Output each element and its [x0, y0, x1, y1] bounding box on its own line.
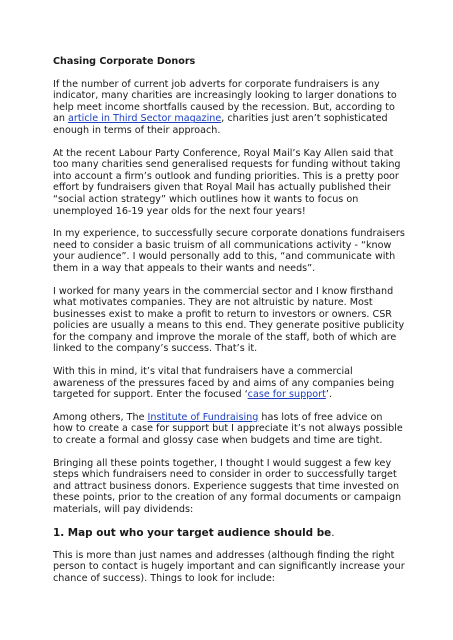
- paragraph-case-text-a: With this in mind, it’s vital that fundraisers have a commercial awareness of the pressures faced by and aims of any companies being targeted for support. Enter the focused ‘: [53, 366, 395, 401]
- third-sector-article-link[interactable]: article in Third Sector magazine: [68, 113, 222, 125]
- paragraph-case-text-b: ’.: [325, 389, 332, 401]
- paragraph-institute: [53, 412, 405, 447]
- paragraph-institute-text-a: Among others, The: [53, 411, 148, 423]
- case-for-support-link[interactable]: case for support: [247, 389, 326, 401]
- document-title: Chasing Corporate Donors: [53, 56, 196, 67]
- step-1-heading-period: .: [331, 526, 335, 539]
- paragraph-intro-text-b: , charities just aren’t sophisticated enough in terms of their approach.: [53, 113, 388, 136]
- paragraph-intro: [53, 79, 405, 137]
- paragraph-royal-mail: At the recent Labour Party Conference, Royal Mail’s Kay Allen said that too many charities send generalised requests for funding without taking into account a firm’s outlook and funding priorities. This is a pretty poor effort by fundraisers given that Royal Mail has actually published their “social action strategy” which outlines how it wants to focus on unemployed 16-19 year olds for the next four years!: [53, 147, 401, 217]
- paragraph-institute-text-b: has lots of free advice on how to create a case for support but I appreciate it’s not always possible to create a formal and glossy case when budgets and time are tight.: [53, 411, 403, 447]
- paragraph-know-audience: In my experience, to successfully secure corporate donations fundraisers need to consider a basic truism of all communications activity - “know your audience”. I would personally add to this, “and communicate with them in a way that appeals to their wants and needs”.: [53, 228, 405, 274]
- institute-of-fundraising-link[interactable]: Institute of Fundraising: [147, 411, 259, 423]
- step-1-heading-text: 1. Map out who your target audience should be: [53, 526, 332, 539]
- step-1-heading: [53, 527, 405, 539]
- paragraph-case-for-support: [53, 366, 405, 401]
- document-page: [53, 56, 405, 595]
- paragraph-key-steps: Bringing all these points together, I thought I would suggest a few key steps which fundraisers need to consider in order to successfully target and attract business donors. Experience suggests that time invested on these points, prior to the creation of any formal documents or campaign materials, will pay dividends:: [53, 457, 402, 515]
- paragraph-commercial-sector: I worked for many years in the commercial sector and I know firsthand what motivates companies. They are not altruistic by nature. Most businesses exist to make a profit to return to investors or owners. CSR policies are usually a means to this end. They generate positive publicity for the company and improve the morale of the staff, both of which are linked to the company’s success. That’s it.: [53, 285, 405, 355]
- paragraph-intro-text-a: If the number of current job adverts for corporate fundraisers is any indicator, many charities are increasingly looking to larger donations to help meet income shortfalls caused by the recession. But, according to an: [53, 78, 397, 125]
- paragraph-target-audience: This is more than just names and addresses (although finding the right person to contact is hugely important and can significantly increase your chance of success). Things to look for include:: [53, 549, 405, 584]
